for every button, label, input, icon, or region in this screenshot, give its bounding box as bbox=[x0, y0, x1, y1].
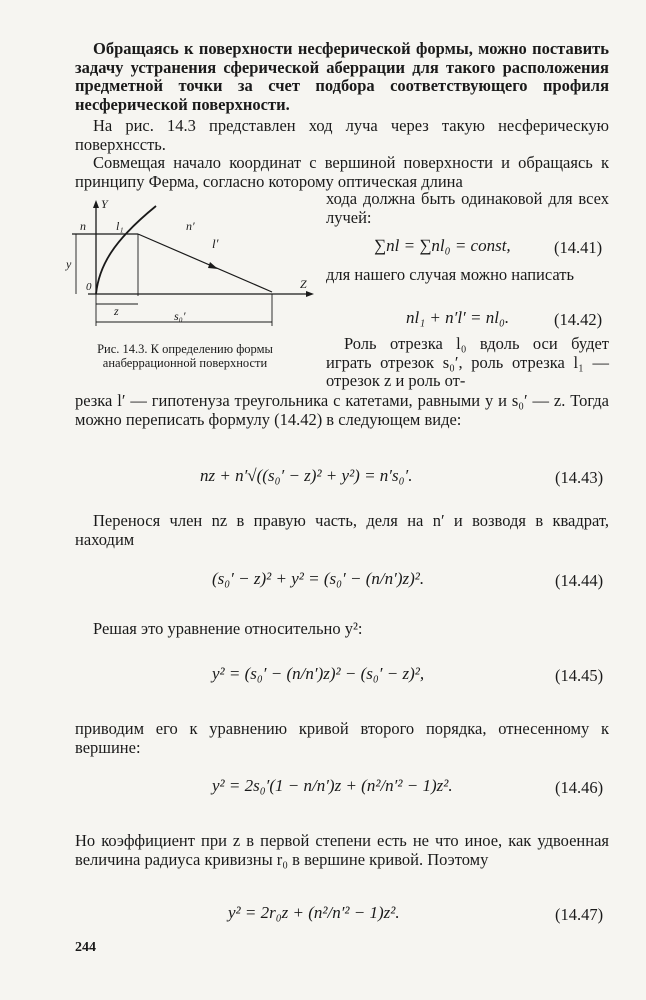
label-Y: Y bbox=[101, 197, 108, 211]
label-z: z bbox=[114, 304, 119, 318]
figure-caption bbox=[60, 342, 310, 370]
equation-14-44 bbox=[212, 569, 424, 589]
equation-14-43-text: nz + n′√((s₀′ − z)² + y²) = n′s₀′. bbox=[200, 466, 413, 485]
equation-14-45-text: y² = (s₀′ − (n/n′)z)² − (s₀′ − z)², bbox=[212, 664, 425, 683]
equation-14-45 bbox=[212, 664, 424, 684]
label-l1: l₁ bbox=[116, 219, 124, 233]
paragraph-figure-ref: На рис. 14.3 представлен ход луча через такую несферическую поверхнссть. bbox=[75, 116, 609, 154]
equation-14-47 bbox=[228, 903, 400, 923]
equation-14-41 bbox=[374, 236, 511, 256]
page-number: 244 bbox=[75, 940, 96, 955]
label-origin: 0 bbox=[86, 281, 92, 293]
equation-14-47-text: y² = 2r₀z + (n²/n′² − 1)z². bbox=[228, 903, 400, 922]
equation-number-14-47: (14.47) bbox=[555, 905, 604, 924]
label-lprime: l′ bbox=[212, 236, 219, 251]
paragraph-hypotenuse: резка l′ — гипотенуза треугольника с катетами, равными y и s₀′ — z. Тогда можно переписать формулу (14.42) в следующем виде: bbox=[75, 391, 609, 429]
equation-number-14-46: (14.46) bbox=[555, 778, 604, 797]
figure-14-3 bbox=[68, 196, 328, 326]
equation-14-42-text: nl₁ + n′l′ = nl₀. bbox=[406, 308, 510, 327]
label-n: n bbox=[80, 219, 86, 233]
equation-number-14-45: (14.45) bbox=[555, 666, 604, 685]
equation-14-44-text: (s₀′ − z)² + y² = (s₀′ − (n/n′)z)². bbox=[212, 569, 425, 588]
paragraph-right-1: хода должна быть одинаковой для всех лучей: bbox=[326, 189, 609, 227]
paragraph-right-3: Роль отрезка l₀ вдоль оси будет играть отрезок s₀′, роль отрезка l₁ — отрезок z и роль от- bbox=[326, 334, 609, 390]
paragraph-transfer: Перенося член nz в правую часть, деля на n′ и возводя в квадрат, находим bbox=[75, 511, 609, 549]
equation-number-14-41: (14.41) bbox=[554, 238, 603, 257]
paragraph-solving: Решая это уравнение относительно y²: bbox=[93, 619, 363, 638]
equation-14-41-text: ∑nl = ∑nl₀ = const, bbox=[374, 236, 511, 255]
equation-14-43 bbox=[200, 466, 413, 486]
caption-line-2: анаберрационной поверхности bbox=[102, 356, 268, 370]
paragraph-intro: Обращаясь к поверхности несферической формы, можно поставить задачу устранения сферической аберрации для такого расположения предметной точки за счет подбора соответствующего профиля несферической поверхности. bbox=[75, 39, 609, 114]
paragraph-second-order: приводим его к уравнению кривой второго порядка, отнесенному к вершине: bbox=[75, 719, 609, 757]
equation-number-14-42: (14.42) bbox=[554, 310, 603, 329]
label-y: y bbox=[66, 257, 72, 271]
label-nprime: n′ bbox=[186, 219, 195, 233]
label-Z: Z bbox=[300, 277, 307, 291]
equation-14-46 bbox=[212, 776, 453, 796]
paragraph-curvature: Но коэффициент при z в первой степени есть не что иное, как удвоенная величина радиуса кривизны r₀ в вершине кривой. Поэтому bbox=[75, 831, 609, 869]
caption-line-1: Рис. 14.3. К определению формы bbox=[97, 342, 273, 356]
paragraph-right-2: для нашего случая можно написать bbox=[326, 265, 575, 284]
equation-number-14-44: (14.44) bbox=[555, 571, 604, 590]
equation-14-42 bbox=[406, 308, 509, 328]
label-s0: s₀′ bbox=[174, 309, 186, 323]
equation-14-46-text: y² = 2s₀′(1 − n/n′)z + (n²/n′² − 1)z². bbox=[212, 776, 453, 795]
equation-number-14-43: (14.43) bbox=[555, 468, 604, 487]
paragraph-fermat: Совмещая начало координат с вершиной поверхности и обращаясь к принципу Ферма, согласно которому оптическая длина bbox=[75, 153, 609, 191]
